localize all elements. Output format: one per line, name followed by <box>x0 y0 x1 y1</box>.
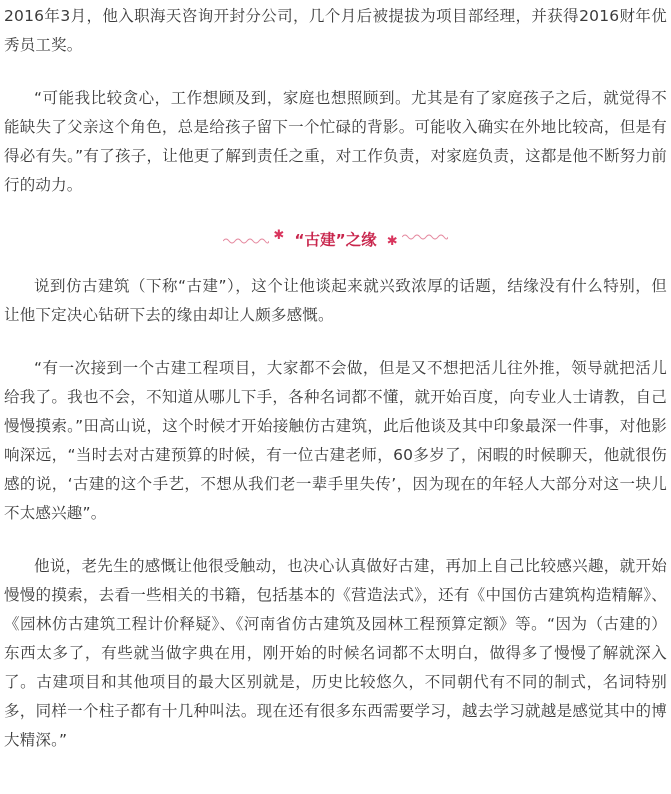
paragraph-family-quote: “可能我比较贪心，工作想顾及到，家庭也想照顾到。尤其是有了家庭孩子之后，就觉得不能缺失了父亲这个角色，总是给孩子留下一个忙碌的背影。可能收入确实在外地比较高，但是有得必有失。”有了孩子，让他更了解到责任之重，对工作负责，对家庭负责，这都是他不断努力前行的动力。 <box>4 89 667 194</box>
wavy-line-right-icon <box>402 234 448 244</box>
paragraph-origin: 说到仿古建筑（下称“古建”），这个让他谈起来就兴致浓厚的话题，结缘没有什么特别，但让他下定决心钻研下去的缘由却让人颇多感慨。 <box>4 277 667 324</box>
section-title: “古建”之缘 <box>294 231 377 249</box>
paragraph-career: 2016年3月，他入职海天咨询开封分公司，几个月后被提拔为项目部经理，并获得2016财年优秀员工奖。 <box>4 7 667 54</box>
wavy-line-left-icon <box>223 234 269 244</box>
sparkle-right-icon: ✱ <box>386 234 398 249</box>
sparkle-left-icon: ✱ <box>273 228 285 243</box>
section-heading <box>4 224 667 254</box>
paragraph-study: 他说，老先生的感慨让他很受触动，也决心认真做好古建，再加上自己比较感兴趣，就开始慢慢的摸索，去看一些相关的书籍，包括基本的《营造法式》，还有《中国仿古建筑构造精解》、《园林仿古建筑工程计价释疑》、《河南省仿古建筑及园林工程预算定额》等。“因为（古建的）东西太多了，有些就当做字典在用，刚开始的时候名词都不太明白，做得多了慢慢了解就深入了。古建项目和其他项目的最大区别就是，历史比较悠久，不同朝代有不同的制式，名词特别多，同样一个柱子都有十几种叫法。现在还有很多东西需要学习，越去学习就越是感觉其中的博大精深。” <box>4 557 667 749</box>
paragraph-first-project: “有一次接到一个古建工程项目，大家都不会做，但是又不想把活儿往外推，领导就把活儿给我了。我也不会，不知道从哪儿下手，各种名词都不懂，就开始百度，向专业人士请教，自己慢慢摸索。”田高山说，这个时候才开始接触仿古建筑，此后他谈及其中印象最深一件事，对他影响深远，“当时去对古建预算的时候，有一位古建老师，60多岁了，闲暇的时候聊天，他就很伤感的说，‘古建的这个手艺，不想从我们老一辈手里失传’，因为现在的年轻人大部分对这一块儿不太感兴趣”。 <box>4 359 667 522</box>
